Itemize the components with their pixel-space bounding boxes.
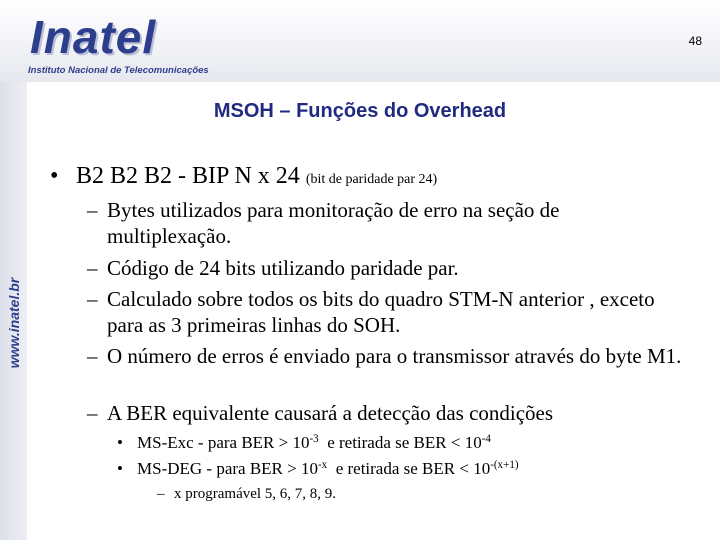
subbullet-text: Código de 24 bits utilizando paridade par. xyxy=(107,256,459,280)
subbullet-3 xyxy=(87,286,687,338)
dash-marker: – xyxy=(87,344,98,368)
side-url xyxy=(0,268,27,378)
level4-text: x programável 5, 6, 7, 8, 9. xyxy=(174,486,337,502)
bullet-note: (bit de paridade par 24) xyxy=(305,172,438,187)
exponent: -(x+1) xyxy=(490,458,519,471)
inatel-logo: Inatel xyxy=(30,11,157,63)
exponent: -4 xyxy=(481,432,491,445)
dash-marker: – xyxy=(87,287,98,311)
page-number: 48 xyxy=(688,34,702,48)
subbullet-text: Bytes utilizados para monitoração de erro na seção de multiplexação. xyxy=(107,198,560,248)
dash-marker: – xyxy=(157,486,165,502)
logo-subtitle: Instituto Nacional de Telecomunicações xyxy=(28,65,209,76)
subbullet-5 xyxy=(87,400,687,426)
subbullet-text: Calculado sobre todos os bits do quadro STM-N anterior , exceto para as 3 primeiras linhas do SOH. xyxy=(107,287,655,337)
bullet-text: B2 B2 B2 - BIP N x 24 xyxy=(76,163,306,189)
dash-marker: – xyxy=(87,256,98,280)
bullet-marker: • xyxy=(117,433,123,452)
subbullet-text: A BER equivalente causará a detecção das condições xyxy=(107,401,554,425)
slide-title: MSOH – Funções do Overhead xyxy=(213,100,507,122)
exponent: -3 xyxy=(309,432,319,445)
level3-text: MS-DEG - para BER > 10 xyxy=(137,459,318,478)
subbullet-4 xyxy=(87,343,687,369)
bullet-marker: • xyxy=(117,459,123,478)
level3-text: MS-Exc - para BER > 10 xyxy=(137,433,310,452)
level3-text: e retirada se BER < 10 xyxy=(318,433,482,452)
dash-marker: – xyxy=(87,198,98,222)
subbullet-2 xyxy=(87,255,687,281)
dash-marker: – xyxy=(87,401,98,425)
bullet-marker: • xyxy=(50,163,59,189)
subbullet-1 xyxy=(87,197,687,249)
side-url-text: www.inatel.br xyxy=(5,277,22,369)
subbullet-text: O número de erros é enviado para o transmissor através do byte M1. xyxy=(107,344,682,368)
exponent: -x xyxy=(317,458,328,471)
level3-text: e retirada se BER < 10 xyxy=(327,459,491,478)
